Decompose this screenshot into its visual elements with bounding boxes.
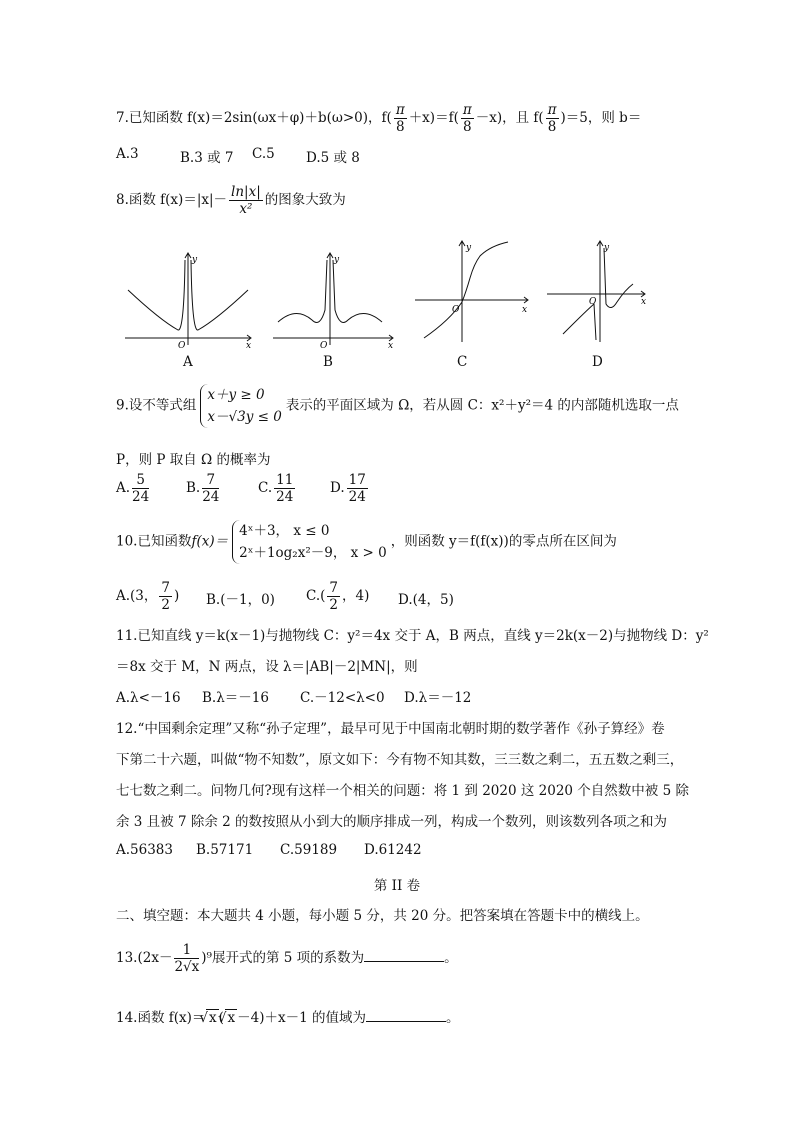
svg-text:x: x xyxy=(522,305,528,315)
svg-text:O: O xyxy=(452,305,460,315)
q8-stem: 8.函数 f(x)＝|x|－ $\frac{\ln|x|}{\text{x²}}$ 的图象大致为 xyxy=(116,184,346,217)
q9-option-b: B. $\frac{7}{24}$ xyxy=(186,472,220,505)
q11-line-1: 11.已知直线 y＝k(x－1)与抛物线 C：y²＝4x 交于 A，B 两点，直线 y＝2k(x－2)与抛物线 D：y² xyxy=(116,628,709,644)
q11-option-c: C.－12<λ<0 xyxy=(300,690,385,706)
q7-option-c: C.5 xyxy=(252,146,275,162)
fraction: $\frac{\pi}{8}$ xyxy=(547,102,557,135)
svg-text:O: O xyxy=(178,341,186,350)
q11-option-b: B.λ＝－16 xyxy=(202,690,269,706)
section-title: 第 II 卷 xyxy=(373,878,421,894)
fraction: $\frac{\pi}{8}$ xyxy=(462,102,472,135)
inequality-system: x＋y ≥ 0 x－√3y ≤ 0 xyxy=(200,384,281,428)
fraction: $\frac{\ln|x|}{\text{x²}}$ xyxy=(231,184,261,217)
svg-text:x: x xyxy=(246,341,252,350)
svg-text:y: y xyxy=(466,243,472,253)
q9-option-c: C. $\frac{11}{24}$ xyxy=(258,472,294,505)
svg-text:y: y xyxy=(192,255,198,265)
q10-option-b: B.(－1，0) xyxy=(206,592,275,608)
sqrt-x: √ x xyxy=(225,1009,237,1026)
svg-text:O: O xyxy=(320,341,328,350)
q10-option-d: D.(4，5) xyxy=(398,592,454,608)
svg-text:y: y xyxy=(334,255,340,265)
q12-option-b: B.57171 xyxy=(196,842,254,858)
svg-text:y: y xyxy=(604,243,610,253)
graph-b-label: B xyxy=(323,354,333,370)
graph-d xyxy=(545,238,655,346)
part-2-instructions: 二、填空题：本大题共 4 小题，每小题 5 分，共 20 分。把答案填在答题卡中的横线上。 xyxy=(116,908,649,924)
answer-blank[interactable] xyxy=(364,949,444,962)
q7-option-d: D.5 或 8 xyxy=(306,150,360,166)
graph-c xyxy=(410,238,535,346)
q12-line-1: 12.“中国剩余定理”又称“孙子定理”，最早可见于中国南北朝时期的数学著作《孙子算经》卷 xyxy=(116,721,665,737)
q11-line-2: ＝8x 交于 M，N 两点，设 λ＝|AB|－2|MN|，则 xyxy=(116,659,418,675)
q10-option-a: A.(3， $\frac{7}{2}$ ) xyxy=(116,580,180,613)
q11-option-d: D.λ＝－12 xyxy=(404,690,472,706)
piecewise: 4ˣ＋3， x ≤ 0 2ˣ＋1og₂x²－9， x > 0 xyxy=(232,520,387,564)
q12-option-a: A.56383 xyxy=(116,842,173,858)
graph-a xyxy=(120,250,255,350)
graph-d-label: D xyxy=(592,354,603,370)
fraction: $\frac{\pi}{8}$ xyxy=(395,102,405,135)
q7-option-b: B.3 或 7 xyxy=(180,150,234,166)
q7-stem: 7.已知函数 f(x)＝2sin(ωx＋φ)＋b(ω>0)，f( $\frac{\pi}{8}$ ＋x)＝f( $\frac{\pi}{8}$ －x)，且 f( $\frac{\pi}{8}$ )＝5，则 b＝ xyxy=(116,102,642,135)
q9-stem-2: P，则 P 取自 Ω 的概率为 xyxy=(116,452,271,468)
q12-option-c: C.59189 xyxy=(280,842,338,858)
graph-c-label: C xyxy=(457,354,468,370)
q12-line-4: 余 3 且被 7 除余 2 的数按照从小到大的顺序排成一列，构成一个数列，则该数列各项之和为 xyxy=(116,814,668,830)
q12-option-d: D.61242 xyxy=(364,842,422,858)
svg-text:x: x xyxy=(388,341,394,350)
svg-text:O: O xyxy=(589,297,597,307)
q10-stem: 10.已知函数f(x)＝ 4ˣ＋3， x ≤ 0 2ˣ＋1og₂x²－9， x > 0 ，则函数 y＝f(f(x))的零点所在区间为 xyxy=(116,520,617,564)
q12-line-3: 七七数之剩二。问物几何?现有这样一个相关的问题：将 1 到 2020 这 2020 个自然数中被 5 除 xyxy=(116,783,689,799)
q7-option-a: A.3 xyxy=(116,146,139,162)
graph-b xyxy=(268,250,398,350)
q14-stem: 14.函数 f(x)＝√ x (√ x －4)＋x－1 的值域为 。 xyxy=(116,1006,460,1026)
sqrt-x: √ x xyxy=(206,1009,218,1026)
q11-option-a: A.λ<－16 xyxy=(116,690,181,706)
q9-stem: 9.设不等式组 x＋y ≥ 0 x－√3y ≤ 0 表示的平面区域为 Ω，若从圆 C：x²＋y²＝4 的内部随机选取一点 xyxy=(116,384,679,428)
answer-blank[interactable] xyxy=(366,1009,446,1022)
svg-text:x: x xyxy=(641,297,647,307)
graph-a-label: A xyxy=(183,354,193,370)
q12-line-2: 下第二十六题，叫做“物不知数”，原文如下：今有物不知其数，三三数之剩二，五五数之剩三， xyxy=(116,752,684,768)
q9-option-d: D. $\frac{17}{24}$ xyxy=(330,472,366,505)
q9-option-a: A. $\frac{5}{24}$ xyxy=(116,472,150,505)
q10-option-c: C.( $\frac{7}{2}$ ，4) xyxy=(306,580,370,613)
fraction: $\frac{1}{2√x}$ xyxy=(174,942,200,975)
q13-stem: 13.(2x－ $\frac{1}{2√x}$ )⁹展开式的第 5 项的系数为 。 xyxy=(116,942,458,975)
